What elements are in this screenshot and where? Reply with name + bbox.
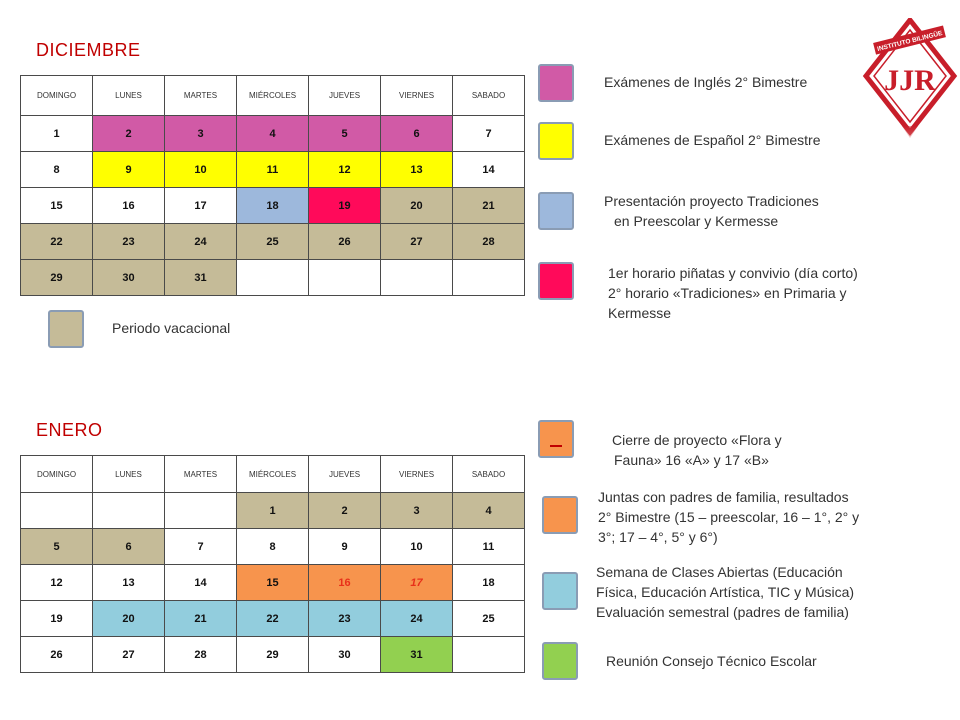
- week-row: [21, 637, 525, 673]
- logo-reflection: [902, 126, 918, 138]
- day-cell: 28: [453, 224, 525, 260]
- day-cell: 16: [93, 188, 165, 224]
- day-cell: 14: [165, 565, 237, 601]
- day-cell: 29: [237, 637, 309, 673]
- day-cell: 9: [93, 152, 165, 188]
- empty-cell: [21, 493, 93, 529]
- empty-cell: [309, 260, 381, 296]
- empty-cell: [381, 260, 453, 296]
- day-cell: 17: [165, 188, 237, 224]
- day-cell: 6: [93, 529, 165, 565]
- empty-cell: [93, 493, 165, 529]
- day-cell: 12: [309, 152, 381, 188]
- weekday-header: MARTES: [165, 456, 237, 493]
- week-row: [21, 601, 525, 637]
- council-swatch: [542, 642, 578, 680]
- day-cell: 7: [165, 529, 237, 565]
- parents-meeting-label: [598, 487, 859, 547]
- weekday-header: MARTES: [165, 76, 237, 116]
- day-cell: 3: [381, 493, 453, 529]
- pinatas-label-line: 1er horario piñatas y convivio (día corto): [608, 265, 858, 281]
- day-cell: 1: [21, 116, 93, 152]
- day-cell: 8: [237, 529, 309, 565]
- day-cell: 21: [453, 188, 525, 224]
- day-cell: 20: [381, 188, 453, 224]
- weekday-header: VIERNES: [381, 76, 453, 116]
- day-cell: 30: [309, 637, 381, 673]
- parents-label-line: 2° Bimestre (15 – preescolar, 16 – 1°, 2° y: [598, 509, 860, 525]
- january-title: ENERO: [36, 420, 103, 440]
- day-cell: 16: [309, 565, 381, 601]
- day-cell: 11: [453, 529, 525, 565]
- open-classes-swatch: [542, 572, 578, 610]
- day-cell: 29: [21, 260, 93, 296]
- december-calendar: [20, 75, 525, 296]
- day-cell: 31: [381, 637, 453, 673]
- day-cell: 27: [93, 637, 165, 673]
- day-cell: 2: [309, 493, 381, 529]
- day-cell: 7: [453, 116, 525, 152]
- open-classes-label-line: Semana de Clases Abiertas (Educación: [596, 564, 843, 580]
- january-calendar: [20, 455, 525, 673]
- day-cell: 20: [93, 601, 165, 637]
- day-cell: 25: [237, 224, 309, 260]
- day-cell: 22: [237, 601, 309, 637]
- weekday-header: DOMINGO: [21, 76, 93, 116]
- day-cell: 10: [165, 152, 237, 188]
- week-row: [21, 260, 525, 296]
- vacation-swatch: [48, 310, 84, 348]
- day-cell: 24: [165, 224, 237, 260]
- day-cell: 22: [21, 224, 93, 260]
- day-cell: 26: [309, 224, 381, 260]
- logo-monogram: JJR: [884, 64, 936, 97]
- week-row: [21, 116, 525, 152]
- day-cell: 23: [309, 601, 381, 637]
- day-cell: 17: [381, 565, 453, 601]
- day-cell: 11: [237, 152, 309, 188]
- day-cell: 6: [381, 116, 453, 152]
- parents-label-line: 3°; 17 – 4°, 5° y 6°): [598, 529, 718, 545]
- traditions-swatch: [538, 192, 574, 230]
- traditions-label-line: en Preescolar y Kermesse: [614, 213, 779, 229]
- day-cell: 1: [237, 493, 309, 529]
- week-row: [21, 188, 525, 224]
- parents-label-line: Juntas con padres de familia, resultados: [598, 489, 849, 505]
- day-cell: 25: [453, 601, 525, 637]
- day-cell: 19: [21, 601, 93, 637]
- flora-label-line: Cierre de proyecto «Flora y: [612, 432, 782, 448]
- weekday-header-row: [21, 76, 525, 116]
- pinatas-label: [608, 263, 858, 323]
- day-cell: 13: [381, 152, 453, 188]
- vacation-legend-label: Periodo vacacional: [112, 320, 231, 336]
- day-cell: 4: [237, 116, 309, 152]
- underline-mark: [550, 445, 562, 447]
- week-row: [21, 493, 525, 529]
- day-cell: 21: [165, 601, 237, 637]
- weekday-header: SABADO: [453, 76, 525, 116]
- spanish-exams-swatch: [538, 122, 574, 160]
- weekday-header: VIERNES: [381, 456, 453, 493]
- day-cell: 9: [309, 529, 381, 565]
- weekday-header: JUEVES: [309, 456, 381, 493]
- day-cell: 19: [309, 188, 381, 224]
- day-cell: 18: [453, 565, 525, 601]
- flora-swatch: [538, 420, 574, 458]
- day-cell: 5: [21, 529, 93, 565]
- day-cell: 24: [381, 601, 453, 637]
- week-row: [21, 529, 525, 565]
- pinatas-label-line: Kermesse: [608, 305, 672, 321]
- day-cell: 28: [165, 637, 237, 673]
- flora-label: [612, 430, 782, 470]
- day-cell: 2: [93, 116, 165, 152]
- weekday-header: MIÉRCOLES: [237, 456, 309, 493]
- day-cell: 27: [381, 224, 453, 260]
- week-row: [21, 152, 525, 188]
- day-cell: 31: [165, 260, 237, 296]
- weekday-header: SABADO: [453, 456, 525, 493]
- day-cell: 3: [165, 116, 237, 152]
- weekday-header: MIÉRCOLES: [237, 76, 309, 116]
- week-row: [21, 565, 525, 601]
- day-cell: 15: [21, 188, 93, 224]
- open-classes-label-line: Evaluación semestral (padres de familia): [596, 604, 849, 620]
- day-cell: 13: [93, 565, 165, 601]
- weekday-header: LUNES: [93, 76, 165, 116]
- empty-cell: [453, 637, 525, 673]
- day-cell: 8: [21, 152, 93, 188]
- day-cell: 10: [381, 529, 453, 565]
- day-cell: 14: [453, 152, 525, 188]
- spanish-exams-label: Exámenes de Español 2° Bimestre: [604, 132, 821, 148]
- empty-cell: [165, 493, 237, 529]
- december-title: DICIEMBRE: [36, 40, 141, 60]
- empty-cell: [453, 260, 525, 296]
- weekday-header: LUNES: [93, 456, 165, 493]
- weekday-header-row: [21, 456, 525, 493]
- day-cell: 18: [237, 188, 309, 224]
- traditions-label: [604, 191, 819, 231]
- pinatas-swatch: [538, 262, 574, 300]
- day-cell: 26: [21, 637, 93, 673]
- weekday-header: JUEVES: [309, 76, 381, 116]
- english-exams-label: Exámenes de Inglés 2° Bimestre: [604, 74, 808, 90]
- pinatas-label-line: 2° horario «Tradiciones» en Primaria y: [608, 285, 847, 301]
- day-cell: 30: [93, 260, 165, 296]
- traditions-label-line: Presentación proyecto Tradiciones: [604, 193, 819, 209]
- day-cell: 4: [453, 493, 525, 529]
- day-cell: 12: [21, 565, 93, 601]
- day-cell: 23: [93, 224, 165, 260]
- parents-meeting-swatch: [542, 496, 578, 534]
- open-classes-label-line: Física, Educación Artística, TIC y Música): [596, 584, 855, 600]
- flora-label-line: Fauna» 16 «A» y 17 «B»: [614, 452, 769, 468]
- day-cell: 5: [309, 116, 381, 152]
- weekday-header: DOMINGO: [21, 456, 93, 493]
- open-classes-label: [596, 562, 854, 622]
- week-row: [21, 224, 525, 260]
- logo-banner-text: INSTITUTO BILINGÜE: [876, 30, 944, 54]
- council-label: Reunión Consejo Técnico Escolar: [606, 653, 817, 669]
- english-exams-swatch: [538, 64, 574, 102]
- school-logo: [862, 18, 958, 142]
- day-cell: 15: [237, 565, 309, 601]
- empty-cell: [237, 260, 309, 296]
